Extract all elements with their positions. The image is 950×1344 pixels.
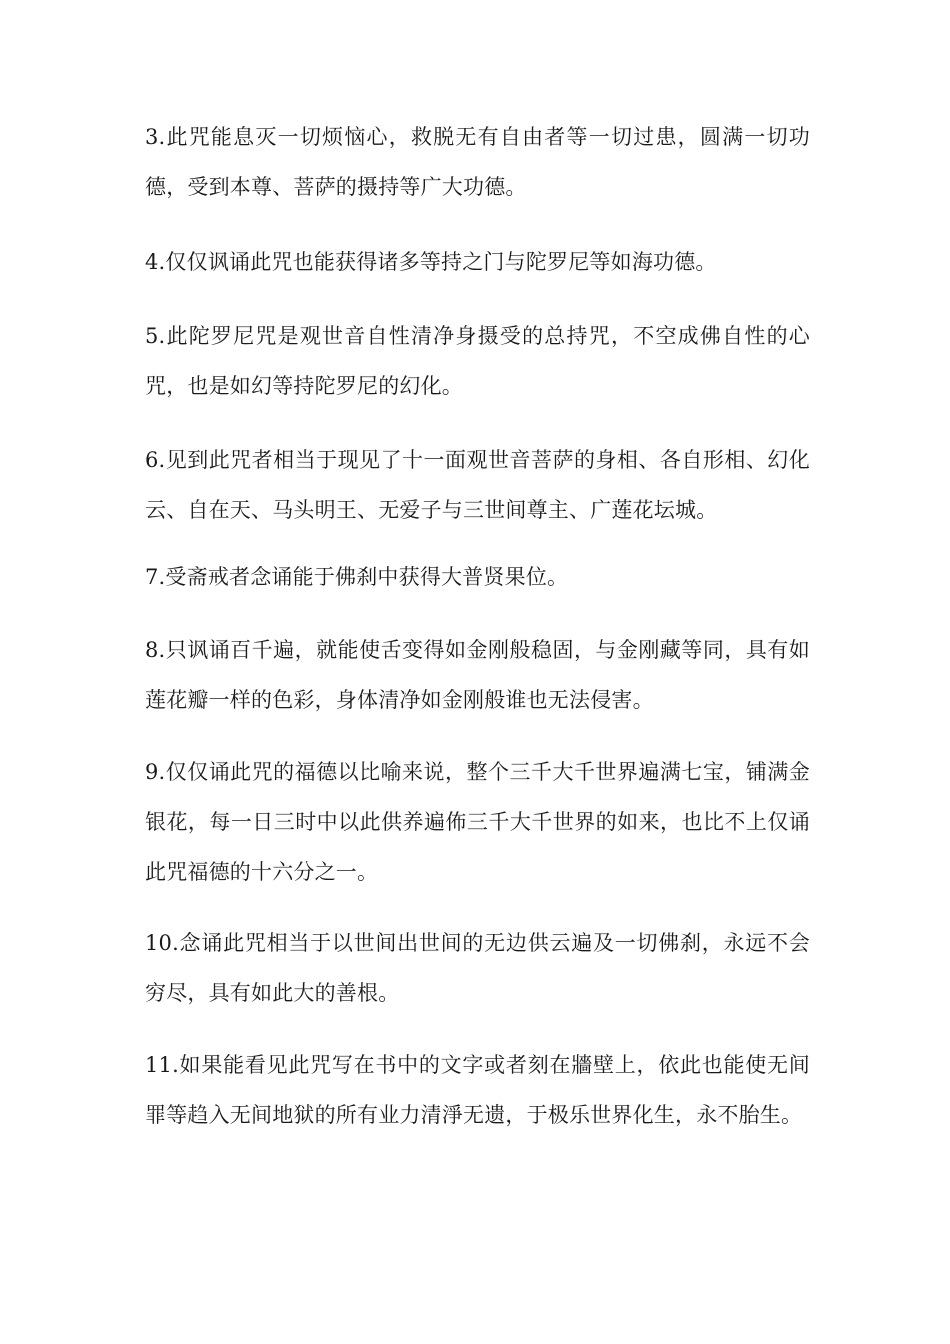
paragraph-9: 9.仅仅诵此咒的福德以比喻来说，整个三千大千世界遍满七宝，铺满金银花，每一日三时中以此供养遍佈三千大千世界的如来，也比不上仅诵此咒福德的十六分之一。 [145,760,810,884]
paragraph-6: 6.见到此咒者相当于现见了十一面观世音菩萨的身相、各自形相、幻化云、自在天、马头明王、无爱子与三世间尊主、广莲花坛城。 [145,448,810,522]
paragraph-10: 10.念诵此咒相当于以世间出世间的无边供云遍及一切佛刹，永远不会穷尽，具有如此大的善根。 [145,931,810,1005]
paragraph-3: 3.此咒能息灭一切烦恼心，救脱无有自由者等一切过患，圆满一切功德，受到本尊、菩萨的摄持等广大功德。 [145,125,810,199]
paragraph-4: 4.仅仅讽诵此咒也能获得诸多等持之门与陀罗尼等如海功德。 [145,250,717,274]
paragraph-8: 8.只讽诵百千遍，就能使舌变得如金刚般稳固，与金刚藏等同，具有如莲花瓣一样的色彩，身体清净如金刚般谁也无法侵害。 [145,638,810,712]
paragraph-7: 7.受斋戒者念诵能于佛刹中获得大普贤果位。 [145,565,569,589]
paragraph-11: 11.如果能看见此咒写在书中的文字或者刻在牆壁上，依此也能使无间罪等趋入无间地狱的所有业力清淨无遗，于极乐世界化生，永不胎生。 [145,1053,810,1127]
paragraph-5: 5.此陀罗尼咒是观世音自性清净身摄受的总持咒，不空成佛自性的心咒，也是如幻等持陀罗尼的幻化。 [145,324,810,398]
